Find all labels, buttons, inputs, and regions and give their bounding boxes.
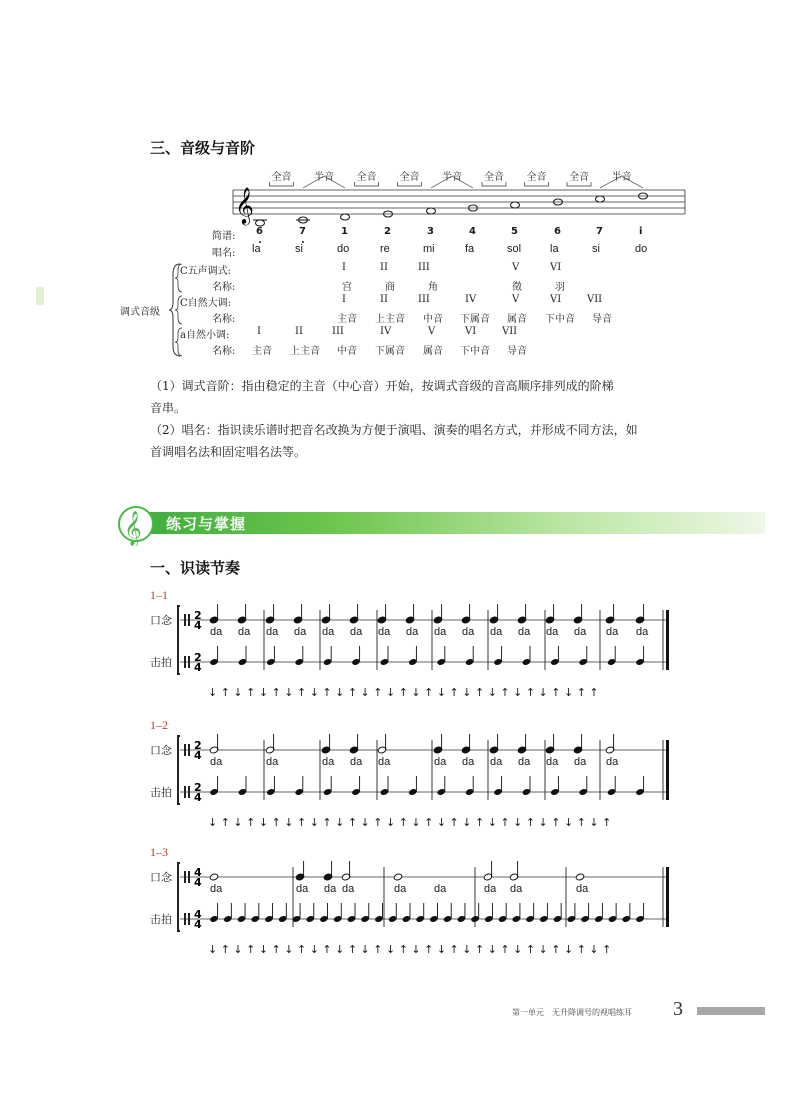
row-label-clap: 击拍 — [150, 913, 172, 926]
beat-arrows: ↓ ↑ ↓ ↑ ↓ ↑ ↓ ↑ ↓ ↑ ↓ ↑ ↓ ↑ ↓ ↑ ↓ ↑ ↓ ↑ ↓ ↑ ↓ ↑ ↓ ↑ ↓ ↑ ↓ ↑ ↓ ↑ — [208, 816, 612, 829]
mode-row-cell: IV — [465, 294, 477, 305]
mode-row-cell: I — [342, 262, 346, 273]
mode-row-cell: III — [418, 262, 430, 273]
final-barline — [666, 610, 669, 670]
time-signature-bottom: 4 — [194, 876, 202, 889]
mode-row-label: 名称: — [212, 346, 236, 357]
mode-row-cell: 下属音 — [460, 314, 490, 325]
mode-row-cell: 属音 — [423, 346, 443, 357]
mode-row-cell: II — [380, 294, 388, 305]
time-signature-top: 2 — [194, 609, 202, 622]
percussion-clef-icon — [188, 614, 190, 626]
syllable-da: da — [546, 626, 559, 638]
percussion-clef-icon — [184, 656, 186, 668]
time-signature-bottom: 4 — [194, 619, 202, 632]
jianpu-number: 2 — [384, 226, 391, 237]
solfege-syllable: re — [380, 243, 390, 255]
mode-row-cell: V — [428, 326, 436, 337]
definition-2-line1: （2）唱名：指识读乐谱时把音名改换为方便于演唱、演奏的唱名方式，并形成不同方法，如 — [150, 423, 638, 437]
mode-row-cell: VII — [587, 294, 603, 305]
mode-row-cell: III — [418, 294, 430, 305]
system-bracket — [178, 606, 180, 674]
jianpu-number: i — [639, 226, 643, 237]
interval-label: 半音 — [611, 172, 632, 183]
solfege-syllable: do — [635, 243, 648, 255]
time-signature-top: 4 — [194, 908, 202, 921]
mode-row-label: a自然小调: — [180, 330, 230, 341]
mode-row-cell: V — [512, 294, 520, 305]
solfege-syllable: mi — [423, 243, 435, 255]
mode-row-cell: VII — [502, 326, 518, 337]
mode-row-label: 名称: — [212, 314, 236, 325]
mode-row-cell: III — [332, 326, 344, 337]
syllable-da: da — [378, 626, 391, 638]
rhythm-note — [209, 873, 218, 881]
left-margin-mark — [36, 287, 44, 305]
mode-row-cell: II — [295, 326, 303, 337]
syllable-da: da — [510, 883, 523, 895]
interval-label: 全音 — [526, 172, 547, 183]
syllable-da: da — [296, 883, 309, 895]
jianpu-number: 1 — [341, 226, 348, 237]
mode-row-cell: I — [342, 294, 346, 305]
percussion-clef-icon — [188, 656, 190, 668]
mode-row-cell: 角 — [428, 282, 438, 293]
percussion-clef-icon — [184, 871, 186, 883]
rhythm-score — [176, 604, 696, 684]
mode-row-cell: 中音 — [337, 346, 357, 357]
solfege-syllable: la — [550, 243, 559, 255]
interval-label: 全音 — [399, 172, 420, 183]
system-bracket — [178, 736, 180, 804]
exercise-number: 1–3 — [150, 845, 168, 859]
mode-row-cell: II — [380, 262, 388, 273]
jianpu-number: 7 — [299, 226, 306, 237]
syllable-da: da — [574, 756, 587, 768]
mode-row-cell: 下中音 — [460, 346, 490, 357]
jianpu-number: 6 — [256, 226, 263, 237]
syllable-da: da — [434, 756, 447, 768]
syllable-da: da — [394, 883, 407, 895]
jianpu-number: 7 — [596, 226, 603, 237]
interval-label: 全音 — [356, 172, 377, 183]
solfege-syllable: si — [295, 243, 303, 255]
definition-1-line1: （1）调式音阶：指由稳定的主音（中心音）开始，按调式音级的音高顺序排列成的阶梯 — [150, 379, 614, 393]
syllable-da: da — [210, 756, 223, 768]
rhythm-score — [176, 734, 696, 814]
scale-note — [511, 202, 520, 208]
percussion-clef-icon — [188, 871, 190, 883]
syllable-da: da — [210, 883, 223, 895]
mode-row-cell: 宫 — [342, 282, 352, 293]
mode-row-cell: 下属音 — [375, 346, 405, 357]
jianpu-number: 5 — [511, 226, 518, 237]
footer-bar — [697, 1007, 765, 1015]
syllable-da: da — [462, 626, 475, 638]
mode-row-cell: 属音 — [507, 314, 527, 325]
mode-row-cell: 下中音 — [545, 314, 575, 325]
mode-row-cell: 导音 — [507, 346, 527, 357]
mode-row-cell: VI — [550, 262, 562, 273]
syllable-da: da — [322, 626, 335, 638]
syllable-da: da — [350, 756, 363, 768]
syllable-da: da — [350, 626, 363, 638]
syllable-da: da — [294, 626, 307, 638]
time-signature-bottom: 4 — [194, 918, 202, 931]
mode-row-cell: 上主音 — [290, 346, 320, 357]
jianpu-label: 简谱: — [212, 231, 236, 242]
mode-row-cell: 羽 — [555, 282, 565, 293]
mode-row-cell: VI — [550, 294, 562, 305]
final-barline — [666, 867, 669, 927]
percussion-clef-icon — [184, 786, 186, 798]
solfege-syllable: do — [337, 243, 350, 255]
mode-row-cell: 中音 — [423, 314, 443, 325]
system-bracket — [178, 863, 180, 931]
footer-unit-title: 第一单元 无升降调号的视唱练耳 — [512, 1008, 632, 1017]
time-signature-bottom: 4 — [194, 661, 202, 674]
exercise-number: 1–1 — [150, 588, 168, 602]
rhythm-note — [575, 873, 584, 881]
mode-row-cell: 上主音 — [375, 314, 405, 325]
definition-1-line2: 音串。 — [150, 401, 187, 415]
jianpu-number: 4 — [469, 226, 476, 237]
row-label-speak: 口念 — [150, 871, 172, 884]
time-signature-top: 4 — [194, 866, 202, 879]
page-number: 3 — [673, 998, 683, 1020]
solfege-syllable: fa — [465, 243, 475, 255]
syllable-da: da — [266, 626, 279, 638]
percussion-clef-icon — [184, 614, 186, 626]
banner-title: 练习与掌握 — [166, 515, 247, 533]
svg-text:𝄞: 𝄞 — [124, 511, 142, 546]
rhythm-score — [176, 861, 696, 941]
time-signature-bottom: 4 — [194, 791, 202, 804]
mode-row-cell: I — [257, 326, 261, 337]
interval-label: 全音 — [569, 172, 589, 183]
syllable-da: da — [606, 756, 619, 768]
time-signature-bottom: 4 — [194, 749, 202, 762]
mode-row-cell: IV — [380, 326, 392, 337]
definition-2-line2: 首调唱名法和固定唱名法等。 — [150, 445, 307, 459]
row-label-clap: 击拍 — [150, 656, 172, 669]
time-signature-top: 2 — [194, 651, 202, 664]
percussion-clef-icon — [188, 786, 190, 798]
solfege-syllable: la — [252, 243, 261, 255]
solfege-syllable: si — [592, 243, 600, 255]
syllable-da: da — [490, 626, 503, 638]
interval-label: 半音 — [442, 172, 462, 183]
exercise-number: 1–2 — [150, 718, 168, 732]
definition-1 — [150, 375, 690, 463]
interval-label: 全音 — [271, 172, 292, 183]
solfege-syllable: sol — [507, 243, 522, 255]
mode-row-cell: 徵 — [512, 282, 522, 293]
row-label-clap: 击拍 — [150, 786, 172, 799]
syllable-da: da — [324, 883, 337, 895]
syllable-da: da — [238, 626, 251, 638]
time-signature-top: 2 — [194, 781, 202, 794]
percussion-clef-icon — [184, 744, 186, 756]
mode-row-label: C五声调式: — [180, 266, 232, 277]
percussion-clef-icon — [188, 913, 190, 925]
scale-note — [341, 214, 350, 220]
treble-clef-icon: 𝄞 — [235, 186, 254, 224]
clef-badge-icon — [116, 500, 156, 546]
syllable-da: da — [574, 626, 587, 638]
syllable-da: da — [434, 626, 447, 638]
mode-row-cell: V — [512, 262, 520, 273]
mode-row-label: C自然大调: — [180, 298, 232, 309]
syllable-da: da — [378, 756, 391, 768]
mode-group-label: 调式音级 — [120, 307, 160, 318]
row-label-speak: 口念 — [150, 614, 172, 627]
syllable-da: da — [490, 756, 503, 768]
final-barline — [666, 740, 669, 800]
interval-label: 全音 — [484, 172, 504, 183]
syllable-da: da — [210, 626, 223, 638]
percussion-clef-icon — [188, 744, 190, 756]
syllable-da: da — [518, 626, 531, 638]
syllable-da: da — [462, 756, 475, 768]
mode-row-cell: 商 — [385, 282, 395, 293]
mode-row-label: 名称: — [212, 282, 236, 293]
syllable-da: da — [342, 883, 355, 895]
rhythm-note — [393, 873, 402, 881]
section-title-scale: 三、音级与音阶 — [150, 139, 256, 157]
mode-row-cell: 导音 — [592, 314, 612, 325]
syllable-da: da — [576, 883, 589, 895]
mode-row-cell: VI — [465, 326, 477, 337]
syllable-da: da — [546, 756, 559, 768]
time-signature-top: 2 — [194, 739, 202, 752]
syllable-da: da — [484, 883, 497, 895]
percussion-clef-icon — [184, 913, 186, 925]
syllable-da: da — [636, 626, 649, 638]
mode-row-cell: 主音 — [252, 346, 272, 357]
beat-arrows: ↓ ↑ ↓ ↑ ↓ ↑ ↓ ↑ ↓ ↑ ↓ ↑ ↓ ↑ ↓ ↑ ↓ ↑ ↓ ↑ ↓ ↑ ↓ ↑ ↓ ↑ ↓ ↑ ↓ ↑ ↑ — [208, 686, 599, 699]
syllable-da: da — [606, 626, 619, 638]
scale-staff — [225, 168, 690, 230]
scale-note — [596, 196, 605, 202]
syllable-da: da — [322, 756, 335, 768]
jianpu-number: 3 — [427, 226, 434, 237]
syllable-da: da — [406, 626, 419, 638]
row-label-speak: 口念 — [150, 744, 172, 757]
exercise-title: 一、识读节奏 — [150, 559, 241, 577]
changming-label: 唱名: — [212, 248, 236, 259]
syllable-da: da — [434, 883, 447, 895]
syllable-da: da — [518, 756, 531, 768]
jianpu-number: 6 — [554, 226, 561, 237]
beat-arrows: ↓ ↑ ↓ ↑ ↓ ↑ ↓ ↑ ↓ ↑ ↓ ↑ ↓ ↑ ↓ ↑ ↓ ↑ ↓ ↑ ↓ ↑ ↓ ↑ ↓ ↑ ↓ ↑ ↓ ↑ ↓ ↑ — [208, 943, 612, 956]
interval-label: 半音 — [314, 172, 334, 183]
mode-row-cell: 主音 — [337, 314, 357, 325]
syllable-da: da — [266, 756, 279, 768]
scale-note — [427, 208, 436, 214]
